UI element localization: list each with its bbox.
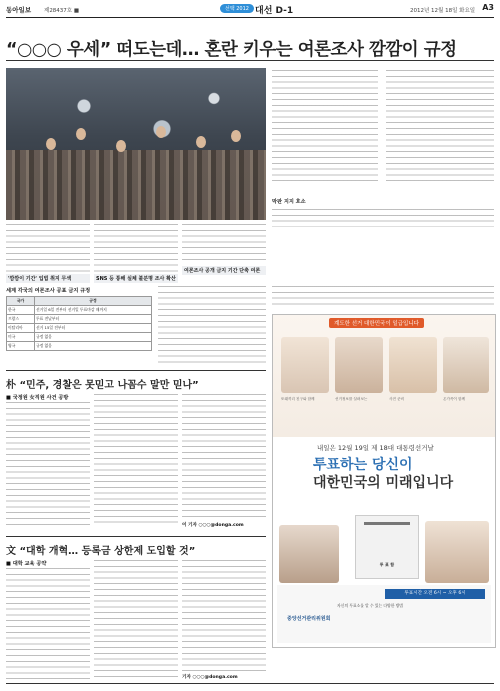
face-shape [156, 126, 166, 138]
table-cell: 미국 [7, 333, 35, 342]
ad-footer [277, 585, 491, 643]
ad-photo [443, 337, 489, 393]
section3-headline: 文 “대학 개혁… 등록금 상한제 도입할 것” [6, 546, 196, 557]
article-text-block [94, 394, 178, 526]
section3-author: 기자 ○○○@donga.com [182, 675, 238, 680]
column-subhead: SNS 등 통해 실체 불분명 조사 확산 [94, 274, 178, 283]
election-ad [272, 314, 496, 648]
issue-date: 2012년 12월 18일 화요일 [410, 8, 476, 14]
ad-info-text: 자신의 투표소를 알 수 있는 다양한 방법 [337, 603, 403, 608]
ballot-box-icon [355, 515, 419, 579]
section3-subhead: ■ 대학 교육 공약 [6, 561, 47, 567]
ad-family-photo [425, 521, 489, 583]
table-cell: 규정 없음 [35, 333, 152, 342]
table-row [7, 315, 152, 324]
ad-photo [335, 337, 383, 393]
ad-family-photo [279, 525, 339, 583]
ad-photo-label: 선거정보를 살펴보는 [335, 397, 368, 401]
table-cell: 선거일 6일 전부터 선거일 투표마감 때까지 [35, 306, 152, 315]
nec-logo: 중앙선거관리위원회 [287, 616, 331, 622]
column-subhead: '깜깜이 기간' 입법 취지 무색 [6, 274, 90, 283]
article-text-block [386, 70, 494, 182]
headline-divider [6, 60, 494, 61]
article-text-block [6, 402, 90, 526]
section-divider [6, 370, 266, 371]
section-title: 대선 D-1 [255, 6, 294, 16]
table-cell: 규정 없음 [35, 342, 152, 351]
table-row [7, 342, 152, 351]
face-shape [76, 128, 86, 140]
article-text-block [6, 224, 90, 272]
table-row [7, 333, 152, 342]
ad-photo-label: 온가족이 함께 [443, 397, 465, 401]
ad-photo-label: 사전 준비 [389, 397, 405, 401]
table-header: 규정 [35, 297, 152, 306]
section2-subhead: ■ 국정원 女직원 사건 공방 [6, 395, 69, 401]
photo-caption-box [272, 188, 494, 227]
issue-number: 제28437호 ■ [44, 8, 80, 14]
table-row [7, 306, 152, 315]
page-number: A3 [482, 3, 494, 12]
article-text-block [182, 394, 266, 518]
ad-slogan-2: 대한민국의 미래입니다 [313, 475, 454, 491]
page-header [6, 3, 494, 18]
article-text-block [272, 286, 494, 308]
section-tag: 선택 2012 [220, 4, 254, 13]
ad-photo-area [273, 315, 495, 437]
ballot-slot [364, 522, 410, 525]
article-text-block [158, 286, 266, 364]
crowd-figure [6, 150, 266, 220]
face-shape [46, 138, 56, 150]
table-cell: 프랑스 [7, 315, 35, 324]
article-text-block [94, 560, 178, 680]
table-cell: 이탈리아 [7, 324, 35, 333]
table-row [7, 324, 152, 333]
photo-caption-text [272, 209, 494, 227]
face-shape [196, 136, 206, 148]
newspaper-logo: 동아일보 [6, 6, 32, 14]
ad-slogan-1: 투표하는 당신이 [313, 457, 413, 473]
section-divider [6, 536, 266, 537]
table-title: 세계 각국의 여론조사 공표 금지 규정 [6, 288, 91, 294]
table-cell: 투표 전날부터 [35, 315, 152, 324]
section2-author: 이 기자 ○○○@donga.com [182, 523, 244, 528]
rally-photo [6, 68, 266, 220]
ad-photo [281, 337, 329, 393]
section2-headline: 朴 “민주, 경찰은 못믿고 나꼼수 말만 믿나” [6, 380, 199, 391]
main-headline: “○○○ 우세” 떠도는데… 혼란 키우는 여론조사 깜깜이 규정 [6, 40, 457, 60]
ad-banner: 계도한 선거 대한민국이 일급입니다 [329, 318, 424, 328]
face-shape [231, 130, 241, 142]
article-text-block [6, 568, 90, 680]
ad-date-line: 내일은 12월 19일 제 18대 대통령선거날 [317, 444, 434, 452]
column-subhead: 여론조사 공개 금지 기간 단축 여론 [182, 266, 266, 275]
article-text-block [182, 224, 266, 264]
ad-photo [389, 337, 437, 393]
ballot-label: 투 표 함 [379, 562, 395, 567]
vote-time-badge: 투표시간 오전 6시 ~ 오후 6시 [385, 589, 485, 599]
article-text-block [182, 560, 266, 672]
table-cell: 선거 15일 전부터 [35, 324, 152, 333]
ad-photo-label: 또래끼리 친구와 함께 [281, 397, 315, 401]
table-cell: 한국 [7, 306, 35, 315]
table-cell: 영국 [7, 342, 35, 351]
article-text-block [94, 224, 178, 272]
page-bottom-rule [6, 683, 494, 684]
face-shape [116, 140, 126, 152]
poll-rules-table [6, 296, 152, 351]
article-text-block [272, 70, 378, 182]
table-header: 국가 [7, 297, 35, 306]
photo-caption-title: 막판 지지 호소 [272, 199, 306, 205]
